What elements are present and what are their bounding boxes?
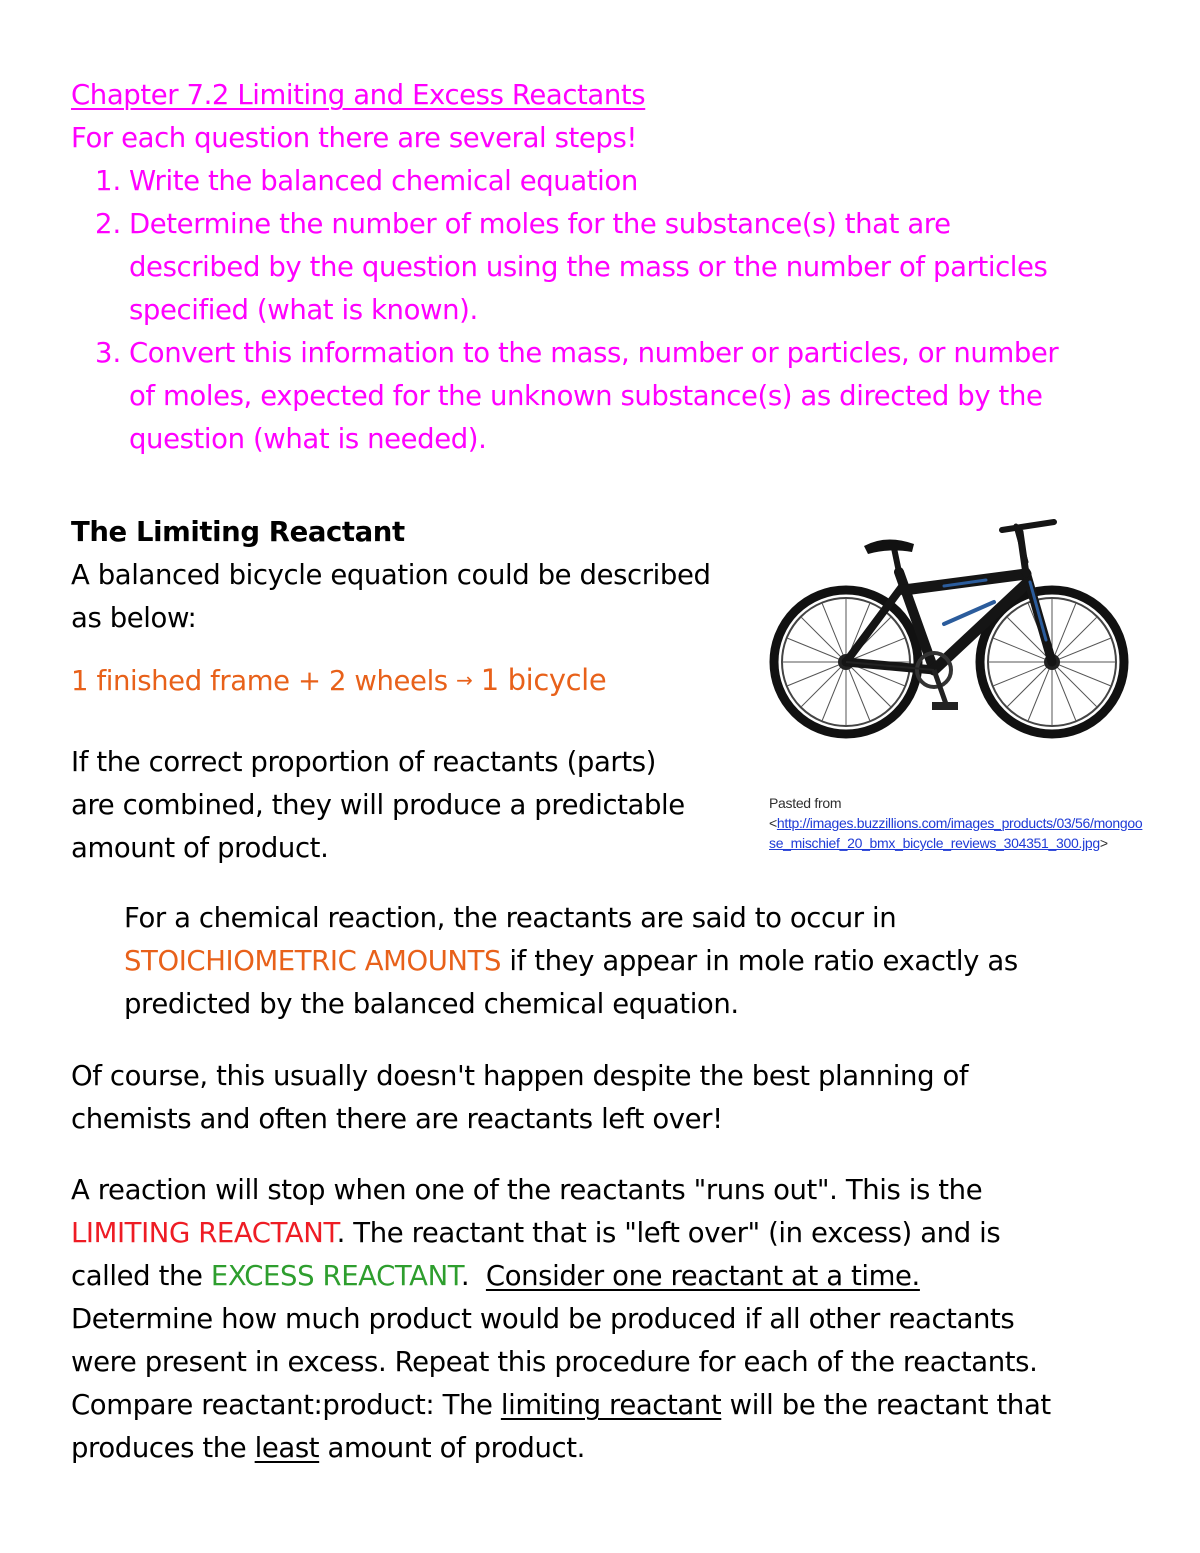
stoich-line-3: predicted by the balanced chemical equation.	[124, 988, 739, 1020]
consider-one-reactant: Consider one reactant at a time.	[485, 1260, 920, 1292]
step-3-line-1: Convert this information to the mass, number or particles, or number	[129, 337, 1059, 369]
chapter-title: Chapter 7.2 Limiting and Excess Reactants	[71, 79, 646, 111]
stoich-line-2	[124, 940, 1018, 983]
step-number-1: 1.	[95, 165, 122, 197]
proportion-line-2: are combined, they will produce a predictable	[71, 789, 685, 821]
step-number-2: 2.	[95, 208, 122, 240]
bicycle-equation	[71, 659, 606, 705]
step-number-3: 3.	[95, 337, 122, 369]
reaction-stop-line-1: A reaction will stop when one of the reactants "runs out". This is the	[71, 1174, 983, 1206]
reaction-stop-line-3	[71, 1255, 920, 1298]
of-course-line-2: chemists and often there are reactants left over!	[71, 1103, 723, 1135]
proportion-line-1: If the correct proportion of reactants (parts)	[71, 746, 656, 778]
period-separator: .	[460, 1260, 486, 1292]
of-course-line-1: Of course, this usually doesn't happen despite the best planning of	[71, 1060, 969, 1092]
reaction-arrow-icon: →	[456, 668, 473, 692]
called-the-text: called the	[71, 1260, 211, 1292]
least-underlined: least	[254, 1432, 320, 1464]
section-heading: The Limiting Reactant	[71, 516, 405, 548]
compare-text-end: will be the reactant that	[721, 1389, 1051, 1421]
reaction-stop-line-2	[71, 1212, 1000, 1255]
steps-intro: For each question there are several steps!	[71, 122, 638, 154]
proportion-line-3: amount of product.	[71, 832, 329, 864]
caption-gt: >	[1099, 835, 1108, 851]
step-1-text: Write the balanced chemical equation	[129, 165, 638, 197]
image-source-link[interactable]: http://images.buzzillions.com/images_products/03/56/mongoo	[776, 815, 1143, 831]
reaction-stop-line-4: Determine how much product would be produced if all other reactants	[71, 1303, 1015, 1335]
produces-text-end: amount of product.	[319, 1432, 585, 1464]
caption-url-line-1	[769, 814, 1142, 833]
bmx-bicycle-image	[764, 512, 1130, 742]
caption-url-line-2	[769, 834, 1108, 853]
image-source-link-cont[interactable]: se_mischief_20_bmx_bicycle_reviews_304351_300.jpg	[769, 835, 1100, 851]
reaction-stop-line-6	[71, 1384, 1051, 1427]
stoich-line-1: For a chemical reaction, the reactants are said to occur in	[124, 902, 897, 934]
step-3-line-2: of moles, expected for the unknown substance(s) as directed by the	[129, 380, 1043, 412]
limiting-reactant-underlined: limiting reactant	[500, 1389, 722, 1421]
stoich-line-2-rest: if they appear in mole ratio exactly as	[501, 945, 1018, 977]
equation-product: 1 bicycle	[480, 663, 607, 697]
produces-text: produces the	[71, 1432, 255, 1464]
bicycle-intro-line-1: A balanced bicycle equation could be described	[71, 559, 711, 591]
reaction-stop-line-7	[71, 1427, 585, 1470]
step-2-line-2: described by the question using the mass or the number of particles	[129, 251, 1048, 283]
step-2-line-3: specified (what is known).	[129, 294, 478, 326]
equation-reactants: 1 finished frame + 2 wheels	[71, 665, 448, 697]
bicycle-seat	[864, 539, 914, 554]
stoichiometric-amounts-term: STOICHIOMETRIC AMOUNTS	[124, 945, 502, 977]
step-2-line-1: Determine the number of moles for the substance(s) that are	[129, 208, 951, 240]
step-3-line-3: question (what is needed).	[129, 423, 487, 455]
reaction-stop-line-5: were present in excess. Repeat this procedure for each of the reactants.	[71, 1346, 1038, 1378]
caption-label: Pasted from	[769, 795, 842, 811]
bicycle-intro-line-2: as below:	[71, 602, 197, 634]
compare-text: Compare reactant:product: The	[71, 1389, 501, 1421]
limiting-reactant-term: LIMITING REACTANT	[71, 1217, 337, 1249]
excess-reactant-term: EXCESS REACTANT	[210, 1260, 461, 1292]
reaction-stop-line-2-rest: . The reactant that is "left over" (in excess) and is	[336, 1217, 1001, 1249]
caption-lt: <	[769, 815, 777, 831]
